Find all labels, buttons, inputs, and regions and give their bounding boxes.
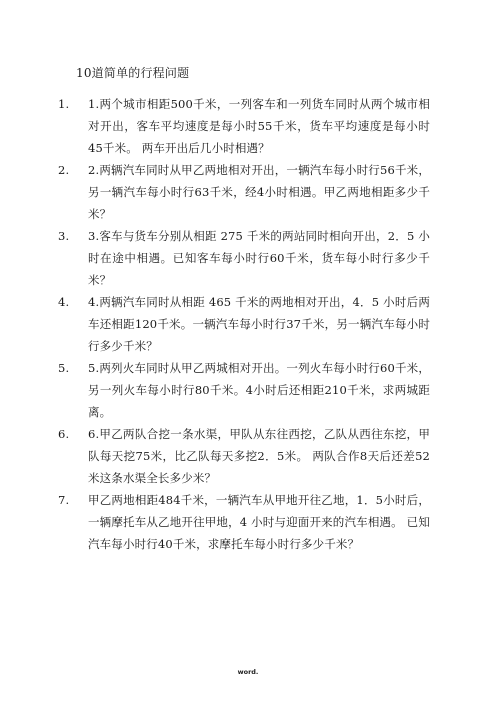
problem-number: 6. [58, 427, 70, 441]
problem-list [58, 93, 430, 555]
problem-text: 4.两辆汽车同时从相距 465 千米的两地相对开出，4．5 小时后两车还相距120千米。一辆汽车每小时行37千米，另一辆汽车每小时行多少千米？ [88, 295, 430, 353]
problem-number: 2. [58, 163, 70, 177]
problem-item [58, 489, 430, 555]
problem-text: 甲乙两地相距484千米，一辆汽车从甲地开往乙地，1．5小时后，一辆摩托车从乙地开往甲地，4 小时与迎面开来的汽车相遇。 已知汽车每小时行40千米，求摩托车每小时行多少千米？ [88, 493, 430, 551]
problem-item [58, 357, 430, 423]
problem-item [58, 423, 430, 489]
problem-text: 3.客车与货车分别从相距 275 千米的两站同时相向开出，2．5 小时在途中相遇。已知客车每小时行60千米，货车每小时行多少千米？ [88, 229, 430, 287]
problem-text: 1.两个城市相距500千米，一列客车和一列货车同时从两个城市相对开出，客车平均速度是每小时55千米，货车平均速度是每小时45千米。 两车开出后几小时相遇？ [88, 97, 430, 155]
problem-text: 6.甲乙两队合挖一条水渠，甲队从东往西挖，乙队从西往东挖，甲队每天挖75米，比乙队每天多挖2．5米。 两队合作8天后还差52米这条水渠全长多少米？ [88, 427, 430, 485]
problem-number: 5. [58, 361, 70, 375]
document-title: 10道简单的行程问题 [76, 66, 190, 80]
problem-item [58, 225, 430, 291]
problem-text: 5.两列火车同时从甲乙两城相对开出。一列火车每小时行60千米，另一列火车每小时行80千米。4小时后还相距210千米，求两城距离。 [88, 361, 430, 419]
problem-number: 7. [58, 493, 70, 507]
problem-text: 2.两辆汽车同时从甲乙两地相对开出，一辆汽车每小时行56千米，另一辆汽车每小时行63千米，经4小时相遇。甲乙两地相距多少千米？ [88, 163, 430, 221]
problem-item [58, 93, 430, 159]
problem-number: 1. [58, 97, 70, 111]
problem-item [58, 159, 430, 225]
page-footer: word. [237, 668, 259, 676]
problem-number: 4. [58, 295, 70, 309]
problem-number: 3. [58, 229, 70, 243]
problem-item [58, 291, 430, 357]
